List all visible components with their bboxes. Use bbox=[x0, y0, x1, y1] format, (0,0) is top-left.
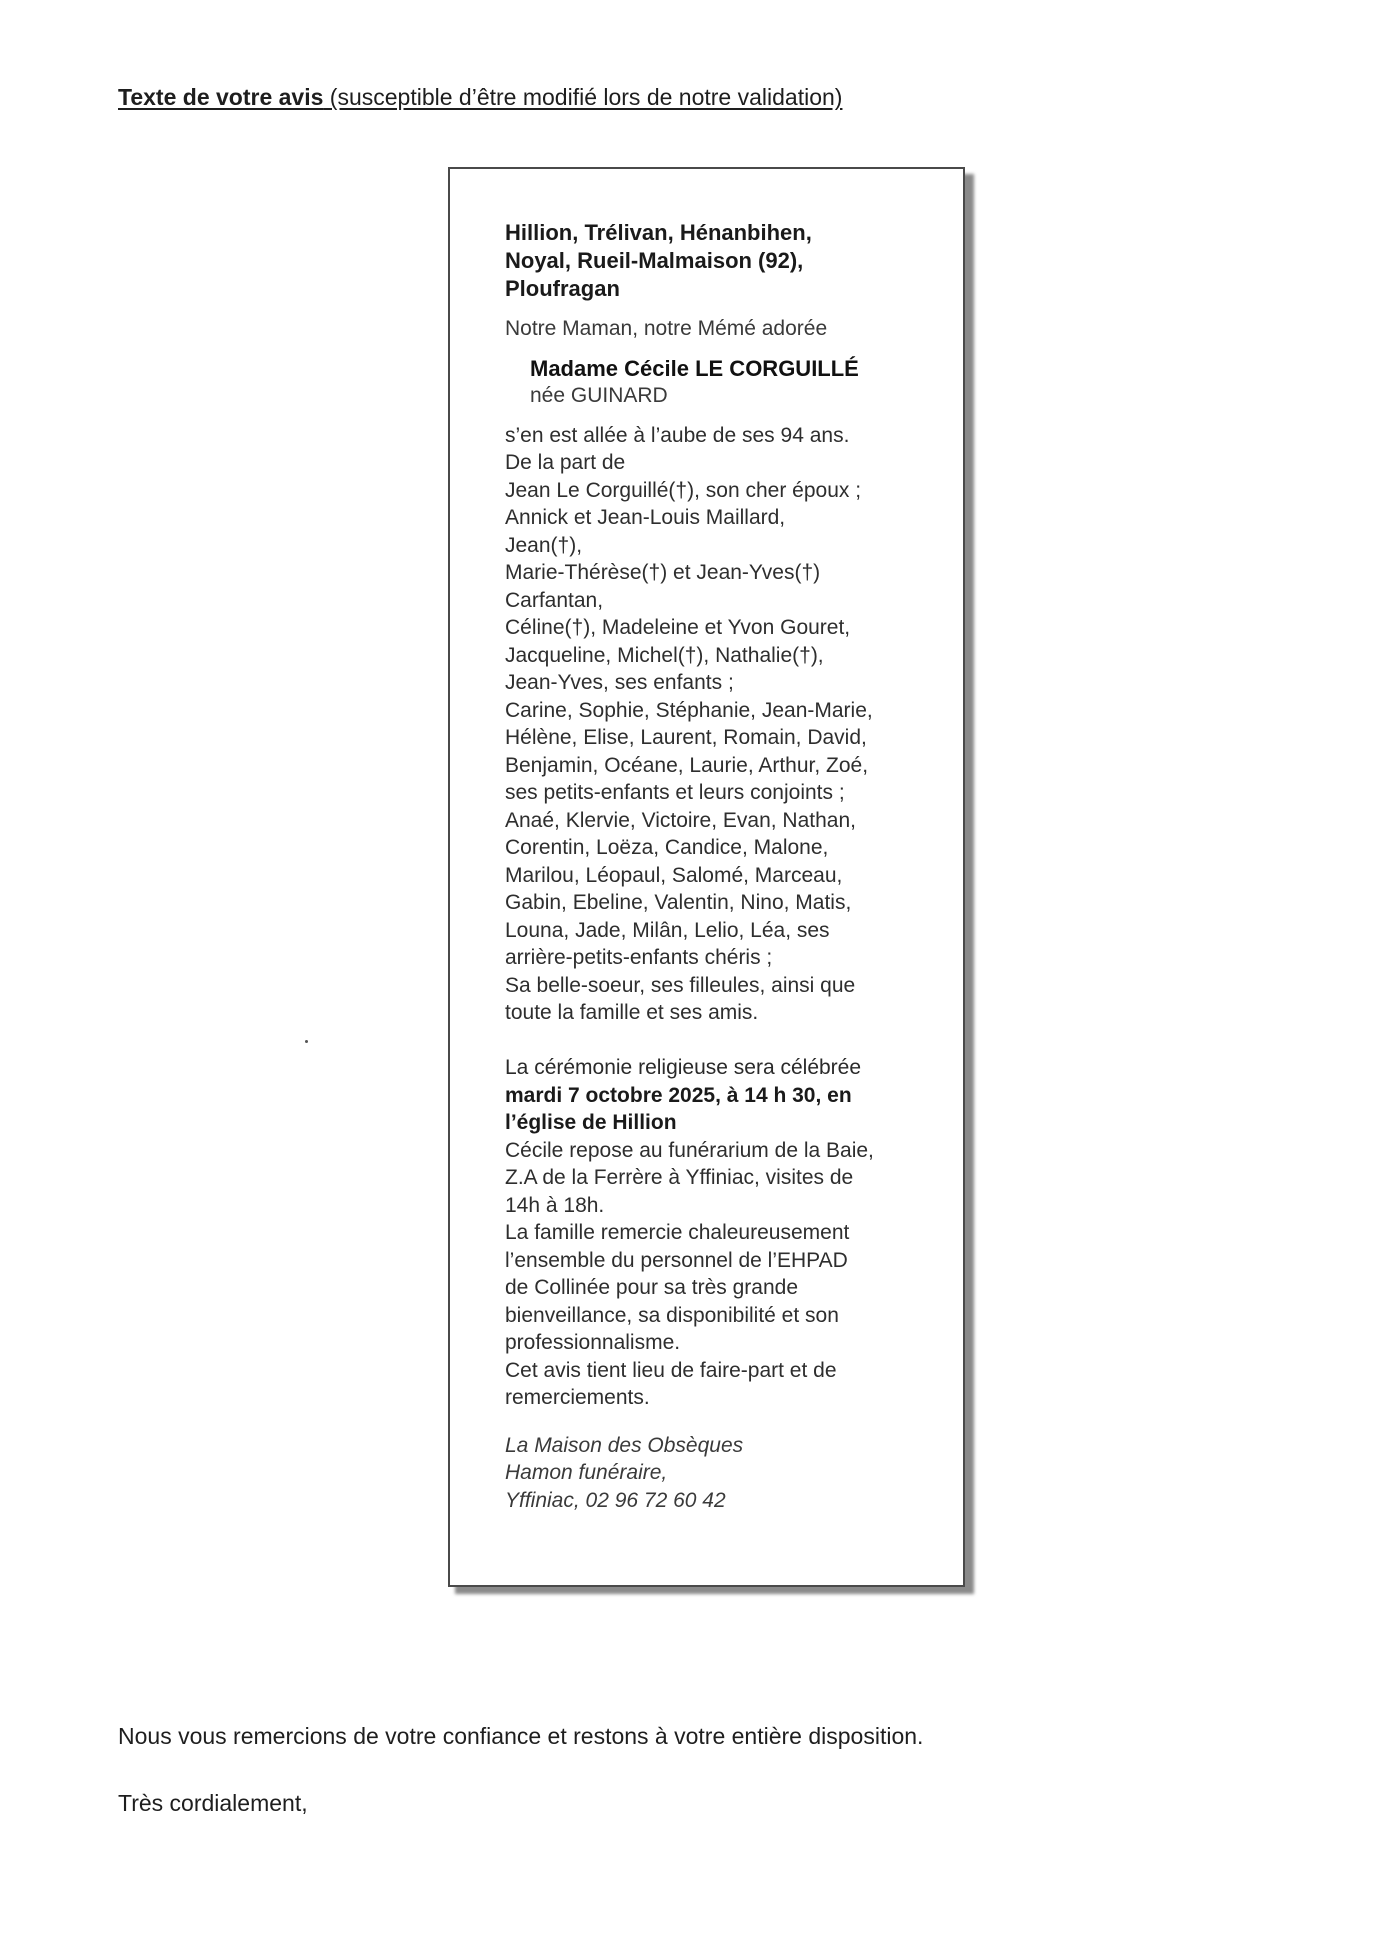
family-line: Carine, Sophie, Stéphanie, Jean-Marie, bbox=[505, 698, 873, 722]
details-line: 14h à 18h. bbox=[505, 1193, 605, 1217]
details-line: remerciements. bbox=[505, 1386, 650, 1409]
family-line: Marilou, Léopaul, Salomé, Marceau, bbox=[505, 863, 843, 887]
family-line: s’en est allée à l’aube de ses 94 ans. bbox=[505, 423, 850, 447]
places-line: Ploufragan bbox=[505, 276, 620, 301]
spacer bbox=[505, 1027, 935, 1055]
ceremony-intro: La cérémonie religieuse sera célébrée bbox=[505, 1056, 862, 1079]
details-line: La famille remercie chaleureusement bbox=[505, 1221, 850, 1244]
ceremony-date-line: mardi 7 octobre 2025, à 14 h 30, en bbox=[505, 1083, 852, 1107]
family-line: Jean(†), bbox=[505, 533, 583, 557]
family-line: Anaé, Klervie, Victoire, Evan, Nathan, bbox=[505, 808, 856, 832]
details-line: professionnalisme. bbox=[505, 1331, 681, 1354]
family-line: Jean Le Corguillé(†), son cher époux ; bbox=[505, 478, 862, 502]
notice-content bbox=[505, 219, 935, 1514]
deceased-name bbox=[530, 355, 935, 383]
details-line: de Collinée pour sa très grande bbox=[505, 1276, 799, 1299]
regards-line: Très cordialement, bbox=[118, 1790, 308, 1816]
signature-line: Hamon funéraire, bbox=[505, 1461, 668, 1484]
ceremony-place-line: l’église de Hillion bbox=[505, 1111, 677, 1134]
family-line: Marie-Thérèse(†) et Jean-Yves(†) bbox=[505, 561, 821, 584]
places-line: Noyal, Rueil-Malmaison (92), bbox=[505, 248, 804, 273]
funeral-home-signature bbox=[505, 1432, 935, 1515]
family-line: Benjamin, Océane, Laurie, Arthur, Zoé, bbox=[505, 753, 869, 777]
signature-line: Yffiniac, 02 96 72 60 42 bbox=[505, 1488, 726, 1512]
details-list bbox=[505, 1137, 935, 1412]
family-line: Céline(†), Madeleine et Yvon Gouret, bbox=[505, 616, 851, 639]
intro-line: Notre Maman, notre Mémé adorée bbox=[505, 317, 828, 340]
family-line: Gabin, Ebeline, Valentin, Nino, Matis, bbox=[505, 891, 852, 914]
family-line: Sa belle-soeur, ses filleules, ainsi que bbox=[505, 973, 856, 997]
family-line: Hélène, Elise, Laurent, Romain, David, bbox=[505, 726, 867, 749]
details-line: Z.A de la Ferrère à Yffiniac, visites de bbox=[505, 1166, 854, 1189]
notice-heading bbox=[118, 84, 842, 111]
family-line: toute la famille et ses amis. bbox=[505, 1001, 759, 1024]
scan-speck bbox=[305, 1040, 308, 1043]
closing-sentence: Nous vous remercions de votre confiance et restons à votre entière disposition. bbox=[118, 1723, 924, 1749]
family-line: Carfantan, bbox=[505, 588, 604, 612]
heading-subtitle: (susceptible d’être modifié lors de notre validation) bbox=[323, 84, 843, 110]
deceased-name-prefix: Madame Cécile bbox=[530, 355, 696, 381]
bleed-through-text bbox=[975, 90, 1275, 186]
ceremony-date bbox=[505, 1082, 935, 1137]
places-line: Hillion, Trélivan, Hénanbihen, bbox=[505, 220, 812, 245]
family-line: Annick et Jean-Louis Maillard, bbox=[505, 506, 786, 529]
places-list bbox=[505, 219, 935, 303]
family-line: Corentin, Loëza, Candice, Malone, bbox=[505, 836, 829, 859]
maiden-name: née GUINARD bbox=[530, 384, 668, 407]
family-line: ses petits-enfants et leurs conjoints ; bbox=[505, 781, 845, 804]
details-line: l’ensemble du personnel de l’EHPAD bbox=[505, 1248, 848, 1272]
family-line: Jean-Yves, ses enfants ; bbox=[505, 671, 734, 694]
family-line: arrière-petits-enfants chéris ; bbox=[505, 946, 773, 969]
details-line: Cet avis tient lieu de faire-part et de bbox=[505, 1358, 837, 1382]
family-line: De la part de bbox=[505, 451, 626, 474]
obituary-notice-box bbox=[448, 167, 965, 1587]
deceased-surname: LE CORGUILLÉ bbox=[695, 355, 859, 381]
family-line: Jacqueline, Michel(†), Nathalie(†), bbox=[505, 643, 824, 667]
family-list bbox=[505, 422, 935, 1027]
heading-title: Texte de votre avis bbox=[118, 84, 324, 110]
details-line: bienveillance, sa disponibilité et son bbox=[505, 1303, 839, 1327]
deceased-name-block bbox=[530, 355, 935, 410]
signature-line: La Maison des Obsèques bbox=[505, 1433, 744, 1457]
details-line: Cécile repose au funérarium de la Baie, bbox=[505, 1138, 874, 1162]
family-line: Louna, Jade, Milân, Lelio, Léa, ses bbox=[505, 918, 830, 942]
